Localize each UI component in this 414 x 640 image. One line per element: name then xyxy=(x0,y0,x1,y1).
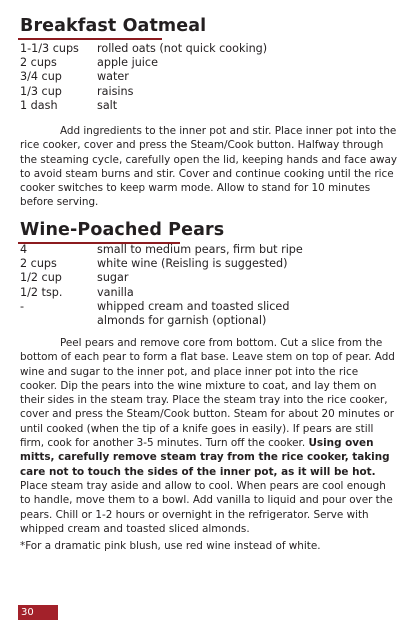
ingredient-row xyxy=(20,70,377,84)
ingredient-item: small to medium pears, firm but ripe xyxy=(97,243,303,256)
ingredient-row xyxy=(20,243,377,257)
ingredient-item: whipped cream and toasted sliced almonds for garnish (optional) xyxy=(97,299,290,328)
ingredient-item: raisins xyxy=(97,84,134,98)
ingredient-item: water xyxy=(97,70,129,84)
footnote: *For a dramatic pink blush, use red wine instead of white. xyxy=(20,540,321,552)
ingredient-row xyxy=(20,85,377,99)
ingredient-item: sugar xyxy=(97,271,129,285)
ingredient-qty: - xyxy=(20,299,25,313)
directions-pears xyxy=(20,336,398,536)
ingredient-qty: 1 dash xyxy=(20,98,58,112)
recipe-title-pears: Wine-Poached Pears xyxy=(20,220,225,240)
page-number-badge: 30 xyxy=(18,605,58,620)
directions-text: Add ingredients to the inner pot and stir. Place inner pot into the rice cooker, cover and press the Steam/Cook button. Halfway through the steaming cycle, carefully open the lid, keeping hands and face away to avoid steam burns and stir. Cover and continue cooking until the rice cooker switches to keep warm mode. Allow to stand for 10 minutes before serving. xyxy=(20,125,398,209)
ingredient-qty: 2 cups xyxy=(20,257,57,271)
recipe-title-oatmeal: Breakfast Oatmeal xyxy=(20,16,207,36)
ingredient-qty: 4 xyxy=(20,243,28,256)
directions-oatmeal xyxy=(20,124,398,210)
ingredient-qty: 1/2 cup xyxy=(20,271,62,285)
ingredient-qty: 2 cups xyxy=(20,56,57,70)
ingredient-list-oatmeal xyxy=(20,42,377,113)
title-underline xyxy=(18,38,162,40)
directions-text: Peel pears and remove core from bottom. Cut a slice from the bottom of each pear to form a flat base. Leave stem on top of pear. Add wine and sugar to the inner pot, and place inner pot into the rice cooker. Dip the pears into the wine mixture to coat, and lay them on their sides in the steam tray. Place the steam tray into the rice cooker, cover and press the Steam/Cook button. Steam for about 20 minutes or until cooked (when the tip of a knife goes in easily). If pears are still firm, cook for another 3-5 minutes. Turn off the cooker. xyxy=(20,337,395,450)
ingredient-row xyxy=(20,286,377,300)
directions-text: Place steam tray aside and allow to cool. When pears are cool enough to handle, move them to a bowl. Add vanilla to liquid and pour over the pears. Chill or 1-2 hours or overnight in the refrigerator. Serve with whipped cream and toasted sliced almonds. xyxy=(20,479,393,535)
ingredient-row xyxy=(20,56,377,70)
ingredient-qty: 1/3 cup xyxy=(20,84,62,98)
ingredient-row xyxy=(20,99,377,113)
ingredient-list-pears xyxy=(20,243,377,328)
ingredient-row xyxy=(20,257,377,271)
safety-warning: Using oven mitts, carefully remove steam tray from the rice cooker, taking care not to touch the sides of the inner pot, as it will be hot. xyxy=(20,437,390,478)
ingredient-row xyxy=(20,271,377,285)
ingredient-row xyxy=(20,300,377,328)
ingredient-item: rolled oats (not quick cooking) xyxy=(97,42,268,55)
ingredient-item: white wine (Reisling is suggested) xyxy=(97,257,288,271)
ingredient-row xyxy=(20,42,377,56)
ingredient-qty: 1-1/3 cups xyxy=(20,42,79,55)
ingredient-qty: 1/2 tsp. xyxy=(20,285,63,299)
ingredient-item: apple juice xyxy=(97,56,158,70)
ingredient-qty: 3/4 cup xyxy=(20,70,62,84)
ingredient-item: salt xyxy=(97,98,118,112)
ingredient-item: vanilla xyxy=(97,285,134,299)
